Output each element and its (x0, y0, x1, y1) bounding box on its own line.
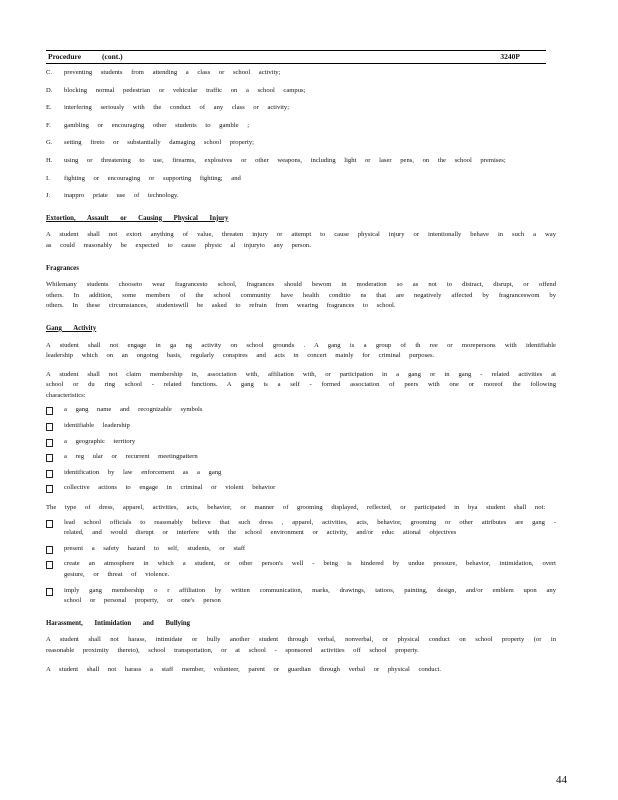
list-item: C. preventing students from attending a class or school activity; (46, 69, 281, 76)
checkbox-bullet-icon (46, 561, 53, 569)
gang-rule: present a safety hazard to self, students, or staff (46, 544, 556, 555)
document-body (46, 68, 556, 683)
gang-characteristic: identification by law enforcement as a gang (46, 468, 556, 479)
harassment-heading: Harassment, Intimidation and Bullying (46, 619, 191, 627)
extortion-heading: Extortion, Assault or Causing Physical Injury (46, 214, 229, 222)
gang-characteristic: a geographic territory (46, 437, 556, 448)
checkbox-bullet-icon (46, 485, 53, 493)
procedure-header (46, 50, 546, 64)
header-code: 3240P (500, 52, 520, 61)
harassment-para-2: A student shall not harass a staff member, volunteer, parent or guardian through verbal or physical conduct. (46, 665, 441, 673)
checkbox-bullet-icon (46, 439, 53, 447)
gang-rule: lead school officials to reasonably believe that such dress , apparel, activities, acts, behavior, grooming or other attributes are gang - related, and would disrupt or interfere with the school environment or activity, and/or educ ational objectives (46, 518, 556, 539)
checkbox-bullet-icon (46, 423, 53, 431)
page-number: 44 (556, 774, 567, 786)
gang-characteristic: collective actions to engage in criminal or violent behavior (46, 483, 556, 494)
checkbox-bullet-icon (46, 588, 53, 596)
gang-para-2: A student shall not claim membership in, association with, affiliation with, or participation in a gang or in gang - related activities at school or du ring school - related functions. A gang is a self - formed association of peers with one or moreof the following characteristics: (46, 370, 556, 399)
checkbox-bullet-icon (46, 520, 53, 528)
list-item: G. setting fireto or substantially damaging school property; (46, 139, 254, 147)
harassment-para-1: A student shall not harass, intimidate or bully another student through verbal, nonverbal, or physical conduct on school property (or in reasonable proximity thereto), school transportation, or at school - sponsored activities off school property. (46, 636, 556, 654)
list-item: E. interfering seriously with the conduct of any class or activity; (46, 104, 290, 112)
checkbox-bullet-icon (46, 546, 53, 554)
gang-characteristic: identifiable leadership (46, 421, 556, 432)
gang-characteristic: a gang name and recognizable symbols (46, 405, 556, 416)
header-cont: (cont.) (102, 52, 123, 61)
extortion-text: A student shall not extort anything of value, threaten injury or attempt to cause physical injury or intentionally behave in such a way as could reasonably be expected to cause physic al injuryto any person. (46, 231, 556, 249)
checkbox-bullet-icon (46, 407, 53, 415)
fragrances-text: Whilemany students chooseto wear fragrancesto school, fragrances should bewom in moderation so as not to distract, disrupt, or offend others. In addition, some members of the school community have health conditio ns that are negatively affected by fragranceswom by others. In these circumstances, studentswill be asked to refrain from wearing fragrances to school. (46, 281, 556, 310)
checkbox-bullet-icon (46, 470, 53, 478)
header-title: Procedure (48, 52, 82, 61)
gang-heading: Gang Activity (46, 324, 97, 332)
list-item: F. gambling or encouraging other students to gamble ; (46, 121, 250, 129)
gang-rule: create an atmosphere in which a student, or other person's well - being is hindered by undue pressure, behavior, intimidation, overt gesture, or threat of violence. (46, 559, 556, 580)
gang-para-1: A student shall not engage in ga ng activity on school grounds . A gang is a group of th ree or morepersons with identifiable leadership which on an ongoing basis, regularly conspires and acts in concert mainly for criminal purposes. (46, 341, 556, 360)
fragrances-heading: Fragrances (46, 264, 79, 272)
gang-para-3: The type of dress, apparel, activities, acts, behavior, or manner of grooming displayed, reflected, or participated in bya student shall not: (46, 504, 546, 512)
list-item: I. fighting or encouraging or supporting fighting; and (46, 174, 241, 182)
checkbox-bullet-icon (46, 454, 53, 462)
gang-rule: imply gang membership o r affiliation by written communication, marks, drawings, tattoos, painting, design, and/or emblem upon any school or personal property, or one's person (46, 586, 556, 607)
list-item: D. blocking normal pedestrian or vehicular traffic on a school campus; (46, 86, 306, 94)
list-item: H. using or threatening to use, firearms, explosives or other weapons, including light or laser pens, on the school premises; (46, 156, 506, 164)
gang-characteristic: a reg ular or recurrent meetingpattern (46, 452, 556, 463)
list-item: J. inappro priate use of technology. (46, 192, 179, 200)
